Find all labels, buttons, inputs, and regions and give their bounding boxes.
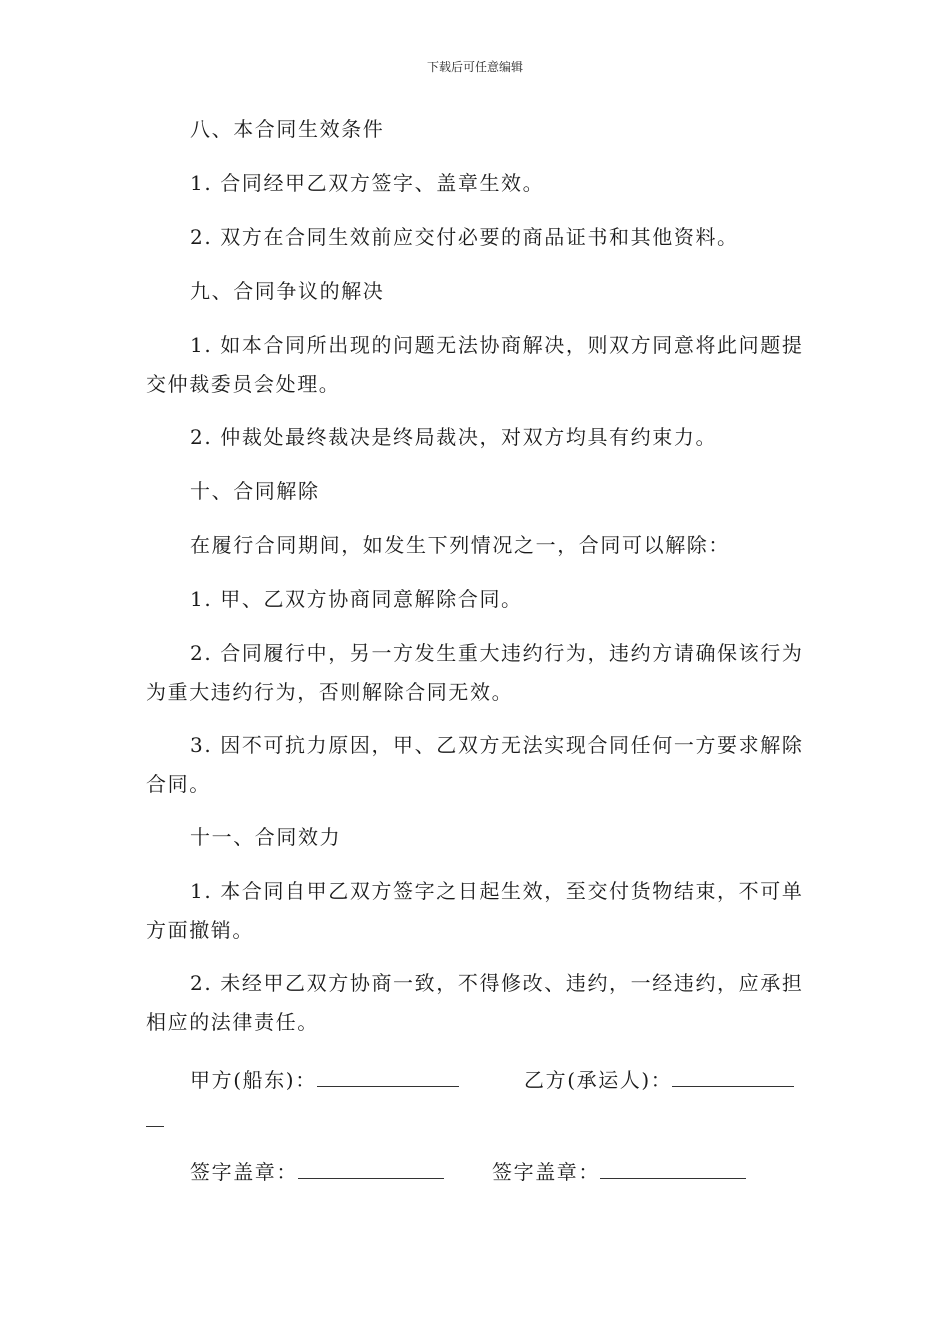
termination-intro: 在履行合同期间，如发生下列情况之一，合同可以解除： [190, 533, 730, 557]
party-a-sign-label: 签字盖章： [190, 1160, 298, 1184]
page-header-note: 下载后可任意编辑 [426, 60, 523, 74]
party-b-sign-label: 签字盖章： [492, 1160, 600, 1184]
party-b-label: 乙方(承运人)： [524, 1068, 673, 1092]
party-b-sign-blank [600, 1156, 746, 1179]
section-heading-termination: 十、合同解除 [190, 479, 320, 503]
party-b-blank [672, 1064, 794, 1087]
party-b-field [524, 1064, 794, 1095]
party-b-blank-continuation [146, 1126, 164, 1127]
clause-8-2: 2. 双方在合同生效前应交付必要的商品证书和其他资料。 [190, 225, 739, 249]
section-heading-effective-conditions: 八、本合同生效条件 [190, 117, 385, 141]
party-a-blank [317, 1064, 459, 1087]
clause-10-3: 3. 因不可抗力原因，甲、乙双方无法实现合同任何一方要求解除合同。 [146, 733, 804, 796]
clause-10-1: 1. 甲、乙双方协商同意解除合同。 [190, 587, 523, 611]
clause-10-2: 2. 合同履行中，另一方发生重大违约行为，违约方请确保该行为为重大违约行为，否则解除合同无效。 [146, 641, 804, 704]
clause-8-1: 1. 合同经甲乙双方签字、盖章生效。 [190, 171, 545, 195]
section-heading-dispute-resolution: 九、合同争议的解决 [190, 279, 385, 303]
party-a-label: 甲方(船东)： [190, 1068, 317, 1092]
party-a-field [190, 1064, 459, 1095]
party-b-sign-field [492, 1156, 746, 1187]
clause-9-1: 1. 如本合同所出现的问题无法协商解决，则双方同意将此问题提交仲裁委员会处理。 [146, 333, 804, 396]
clause-9-2: 2. 仲裁处最终裁决是终局裁决，对双方均具有约束力。 [190, 425, 718, 449]
party-a-sign-blank [298, 1156, 444, 1179]
section-heading-validity: 十一、合同效力 [190, 825, 342, 849]
party-a-sign-field [190, 1156, 444, 1187]
clause-11-2: 2. 未经甲乙双方协商一致，不得修改、违约，一经违约，应承担相应的法律责任。 [146, 971, 804, 1034]
clause-11-1: 1. 本合同自甲乙双方签字之日起生效，至交付货物结束，不可单方面撤销。 [146, 879, 804, 942]
